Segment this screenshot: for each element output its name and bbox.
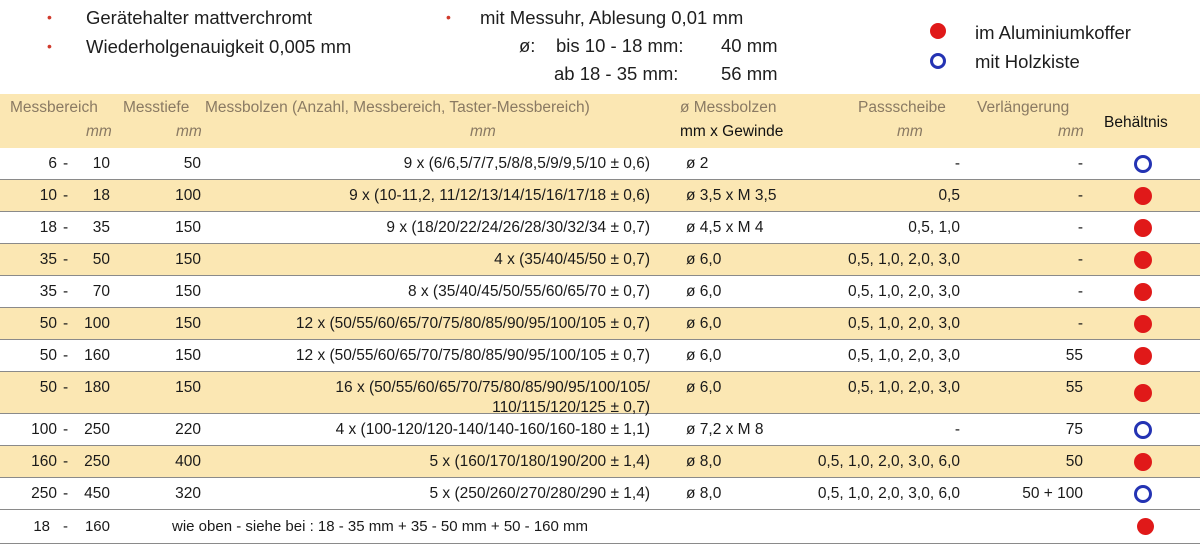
messtiefe-value: 320 [175, 485, 201, 502]
range-dash: - [63, 379, 69, 396]
col-subheader-gewinde: mm x Gewinde [680, 123, 784, 140]
range-dash: - [63, 485, 69, 502]
feature-item: Gerätehalter mattverchromt [86, 7, 313, 28]
range-dash: - [63, 453, 69, 470]
col-header-messbolzen-diam: ø Messbolzen [680, 99, 777, 116]
messtiefe-value: 400 [175, 453, 201, 470]
diameter-value-2: 56 mm [721, 63, 778, 84]
legend-wood-label: mit Holzkiste [975, 51, 1080, 72]
messbolzen-diam-value: ø 8,0 [686, 485, 722, 502]
messtiefe-value: 220 [175, 421, 201, 438]
col-header-passscheibe: Passscheibe [858, 99, 946, 116]
col-unit: mm [470, 123, 496, 140]
verlaengerung-value: - [1077, 251, 1083, 268]
range-to: 18 [92, 187, 110, 204]
verlaengerung-value: - [1077, 283, 1083, 300]
messtiefe-value: 150 [175, 379, 201, 396]
range-to: 250 [84, 453, 110, 470]
verlaengerung-value: - [1077, 219, 1083, 236]
bullet-icon: • [47, 9, 52, 25]
col-unit: mm [897, 123, 923, 140]
table-row [0, 340, 1200, 372]
range-dash: - [63, 187, 69, 204]
aluminium-case-icon [1134, 453, 1152, 471]
range-from: 6 [48, 155, 57, 172]
verlaengerung-value: - [1077, 315, 1083, 332]
passscheibe-value: 0,5, 1,0, 2,0, 3,0 [847, 379, 960, 396]
table-row [0, 148, 1200, 180]
table-row [0, 478, 1200, 510]
range-dash: - [63, 518, 68, 535]
red-dot-icon [930, 23, 946, 39]
messbolzen-diam-value: ø 6,0 [686, 251, 722, 268]
passscheibe-value: 0,5, 1,0, 2,0, 3,0 [847, 315, 960, 332]
table-row [0, 180, 1200, 212]
col-unit: mm [1058, 123, 1084, 140]
bullet-icon: • [446, 9, 451, 25]
col-header-messtiefe: Messtiefe [123, 99, 190, 116]
messtiefe-value: 150 [175, 251, 201, 268]
messtiefe-value: 150 [175, 219, 201, 236]
range-dash: - [63, 283, 69, 300]
range-to: 160 [84, 347, 110, 364]
range-from: 10 [39, 187, 57, 204]
range-dash: - [63, 155, 69, 172]
range-from: 50 [39, 347, 57, 364]
aluminium-case-icon [1137, 518, 1154, 535]
messbolzen-list-value: 12 x (50/55/60/65/70/75/80/85/90/95/100/105 ± 0,7) [295, 315, 650, 332]
col-unit: mm [176, 123, 202, 140]
range-dash: - [63, 347, 69, 364]
passscheibe-value: 0,5, 1,0, 2,0, 3,0 [847, 283, 960, 300]
range-to: 450 [84, 485, 110, 502]
messbolzen-diam-value: ø 3,5 x M 3,5 [686, 187, 777, 204]
verlaengerung-value: 75 [1065, 421, 1083, 438]
range-from: 18 [39, 219, 57, 236]
verlaengerung-value: - [1077, 187, 1083, 204]
messbolzen-list-value: 4 x (35/40/45/50 ± 0,7) [494, 251, 650, 268]
aluminium-case-icon [1134, 384, 1152, 402]
range-from: 18 [33, 518, 50, 535]
range-from: 50 [39, 379, 57, 396]
range-dash: - [63, 251, 69, 268]
range-to: 70 [92, 283, 110, 300]
table-row [0, 244, 1200, 276]
messbolzen-list-value: 8 x (35/40/45/50/55/60/65/70 ± 0,7) [407, 283, 650, 300]
range-from: 35 [39, 283, 57, 300]
combined-note: wie oben - siehe bei : 18 - 35 mm + 35 - 50 mm + 50 - 160 mm [172, 518, 589, 535]
table-row-combined [0, 510, 1200, 544]
range-from: 250 [31, 485, 57, 502]
aluminium-case-icon [1134, 315, 1152, 333]
verlaengerung-value: - [1077, 155, 1083, 172]
messtiefe-value: 150 [175, 283, 201, 300]
wooden-box-icon [1134, 155, 1152, 173]
table-row [0, 414, 1200, 446]
messbolzen-list-value: 110/115/120/125 ± 0,7) [492, 399, 650, 416]
aluminium-case-icon [1134, 347, 1152, 365]
table-row [0, 212, 1200, 244]
range-dash: - [63, 219, 69, 236]
table-row [0, 372, 1200, 414]
blue-circle-icon [930, 53, 946, 69]
diameter-symbol: ø: [519, 35, 536, 56]
aluminium-case-icon [1134, 219, 1152, 237]
messbolzen-diam-value: ø 6,0 [686, 347, 722, 364]
messbolzen-list-value: 9 x (18/20/22/24/26/28/30/32/34 ± 0,7) [386, 219, 650, 236]
table-row [0, 276, 1200, 308]
messtiefe-value: 50 [183, 155, 201, 172]
range-dash: - [63, 421, 69, 438]
table-row [0, 308, 1200, 340]
col-header-verlaengerung: Verlängerung [977, 99, 1070, 116]
verlaengerung-value: 50 [1065, 453, 1083, 470]
range-to: 10 [92, 155, 110, 172]
aluminium-case-icon [1134, 283, 1152, 301]
messbolzen-list-value: 9 x (6/6,5/7/7,5/8/8,5/9/9,5/10 ± 0,6) [403, 155, 650, 172]
bullet-icon: • [47, 38, 52, 54]
passscheibe-value: 0,5, 1,0, 2,0, 3,0 [847, 347, 960, 364]
messbolzen-list-value: 16 x (50/55/60/65/70/75/80/85/90/95/100/105/ [335, 379, 650, 396]
verlaengerung-value: 55 [1065, 347, 1083, 364]
messbolzen-list-value: 4 x (100-120/120-140/140-160/160-180 ± 1,1) [335, 421, 650, 438]
messtiefe-value: 100 [175, 187, 201, 204]
messbolzen-list-value: 12 x (50/55/60/65/70/75/80/85/90/95/100/105 ± 0,7) [295, 347, 650, 364]
messbolzen-diam-value: ø 4,5 x M 4 [686, 219, 764, 236]
table-row [0, 446, 1200, 478]
range-to: 100 [84, 315, 110, 332]
col-header-messbereich: Messbereich [10, 99, 98, 116]
aluminium-case-icon [1134, 187, 1152, 205]
legend-aluminium-label: im Aluminiumkoffer [975, 22, 1131, 43]
feature-item: Wiederholgenauigkeit 0,005 mm [86, 36, 352, 57]
wooden-box-icon [1134, 421, 1152, 439]
range-from: 100 [31, 421, 57, 438]
passscheibe-value: 0,5, 1,0, 2,0, 3,0, 6,0 [817, 453, 960, 470]
verlaengerung-value: 55 [1065, 379, 1083, 396]
messbolzen-diam-value: ø 6,0 [686, 379, 722, 396]
passscheibe-value: - [954, 421, 960, 438]
range-from: 160 [31, 453, 57, 470]
diameter-range-1: bis 10 - 18 mm: [556, 35, 684, 56]
messtiefe-value: 150 [175, 315, 201, 332]
passscheibe-value: 0,5, 1,0, 2,0, 3,0, 6,0 [817, 485, 960, 502]
range-to: 160 [84, 518, 110, 535]
messbolzen-list-value: 5 x (250/260/270/280/290 ± 1,4) [429, 485, 650, 502]
messbolzen-diam-value: ø 2 [686, 155, 709, 172]
diameter-value-1: 40 mm [721, 35, 778, 56]
col-header-messbolzen-list: Messbolzen (Anzahl, Messbereich, Taster-Messbereich) [205, 99, 590, 116]
messbolzen-diam-value: ø 6,0 [686, 283, 722, 300]
range-to: 180 [84, 379, 110, 396]
measurement-title: mit Messuhr, Ablesung 0,01 mm [480, 7, 744, 28]
messbolzen-diam-value: ø 8,0 [686, 453, 722, 470]
messtiefe-value: 150 [175, 347, 201, 364]
aluminium-case-icon [1134, 251, 1152, 269]
messbolzen-list-value: 5 x (160/170/180/190/200 ± 1,4) [429, 453, 650, 470]
wooden-box-icon [1134, 485, 1152, 503]
range-from: 35 [39, 251, 57, 268]
range-from: 50 [39, 315, 57, 332]
passscheibe-value: 0,5 [938, 187, 960, 204]
col-header-behaeltnis: Behältnis [1104, 114, 1168, 131]
passscheibe-value: 0,5, 1,0 [908, 219, 960, 236]
range-dash: - [63, 315, 69, 332]
verlaengerung-value: 50 + 100 [1022, 485, 1083, 502]
messbolzen-diam-value: ø 7,2 x M 8 [686, 421, 764, 438]
range-to: 250 [84, 421, 110, 438]
table-header [0, 94, 1200, 148]
diameter-range-2: ab 18 - 35 mm: [554, 63, 679, 84]
passscheibe-value: 0,5, 1,0, 2,0, 3,0 [847, 251, 960, 268]
messbolzen-diam-value: ø 6,0 [686, 315, 722, 332]
messbolzen-list-value: 9 x (10-11,2, 11/12/13/14/15/16/17/18 ± 0,6) [349, 187, 650, 204]
col-unit: mm [86, 123, 112, 140]
range-to: 35 [92, 219, 110, 236]
passscheibe-value: - [954, 155, 960, 172]
range-to: 50 [92, 251, 110, 268]
